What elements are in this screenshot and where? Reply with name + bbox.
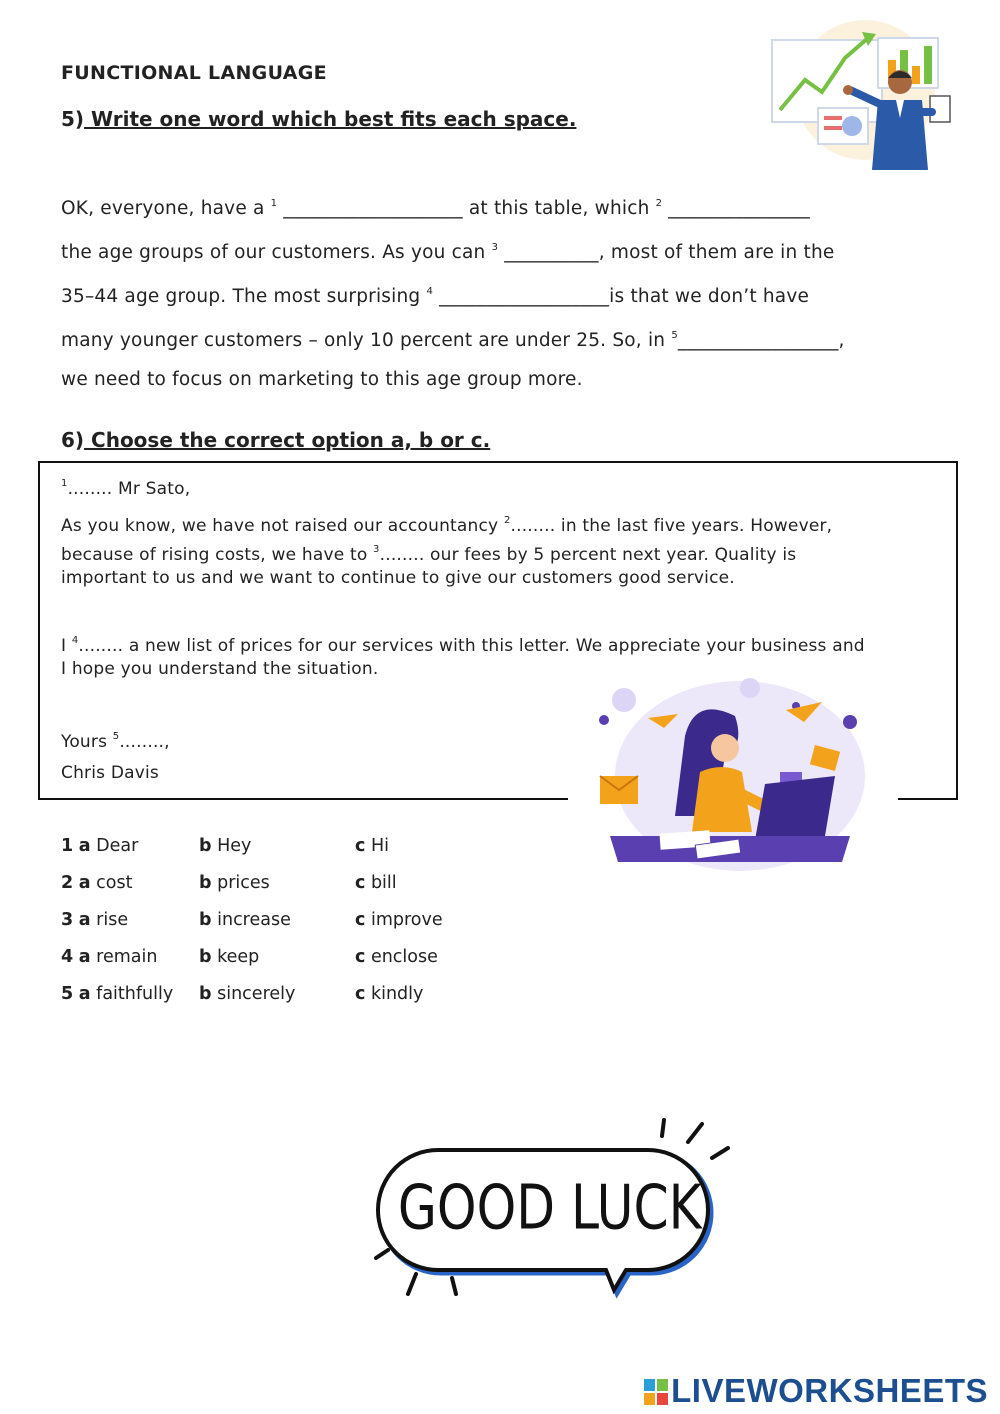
task5-paragraph	[61, 184, 951, 399]
task5-number: 5)	[61, 107, 85, 131]
letter-greeting: $^1$........ Mr Sato,	[61, 478, 191, 499]
task5-line-5: we need to focus on marketing to this age group more.	[61, 369, 583, 390]
liveworksheets-mark-icon	[644, 1379, 668, 1405]
page-heading: FUNCTIONAL LANGUAGE	[61, 62, 327, 84]
task5-line-2: the age groups of our customers. As you can $^3$ __________, most of them are in the	[61, 242, 835, 263]
liveworksheets-logo: LIVEWORKSHEETS	[644, 1372, 988, 1410]
task6-number: 6)	[61, 428, 85, 452]
woman-laptop-illustration	[590, 676, 870, 876]
letter-signature: Chris Davis	[61, 763, 159, 783]
good-luck-text: GOOD LUCK	[397, 1172, 702, 1244]
task5-line-3: 35–44 age group. The most surprising $^4$ __________________is that we don’t have	[61, 286, 810, 307]
task5-line-4: many younger customers – only 10 percent are under 25. So, in $^5$_________________,	[61, 330, 845, 351]
letter-closing: Yours $^5$........,	[61, 731, 170, 752]
good-luck-bubble	[368, 1112, 738, 1302]
letter-paragraph-1: As you know, we have not raised our accountancy $^2$........ in the last five years. However, because of rising costs, we have to $^3$........ our fees by 5 percent next year. Quality is important to us and we want to continue to give our customers good service.	[61, 515, 833, 588]
task6-title	[61, 428, 490, 452]
letter-paragraph-2: I $^4$........ a new list of prices for our services with this letter. We appreciate your business and I hope you understand the situation.	[61, 635, 865, 679]
presenter-chart-illustration	[760, 20, 960, 170]
task5-line-1: OK, everyone, have a $^1$ ___________________ at this table, which $^2$ _______________	[61, 198, 810, 219]
task6-instruction: Choose the correct option a, b or c.	[84, 428, 491, 452]
task5-instruction: Write one word which best fits each space.	[84, 107, 577, 131]
task5-title	[61, 107, 576, 131]
